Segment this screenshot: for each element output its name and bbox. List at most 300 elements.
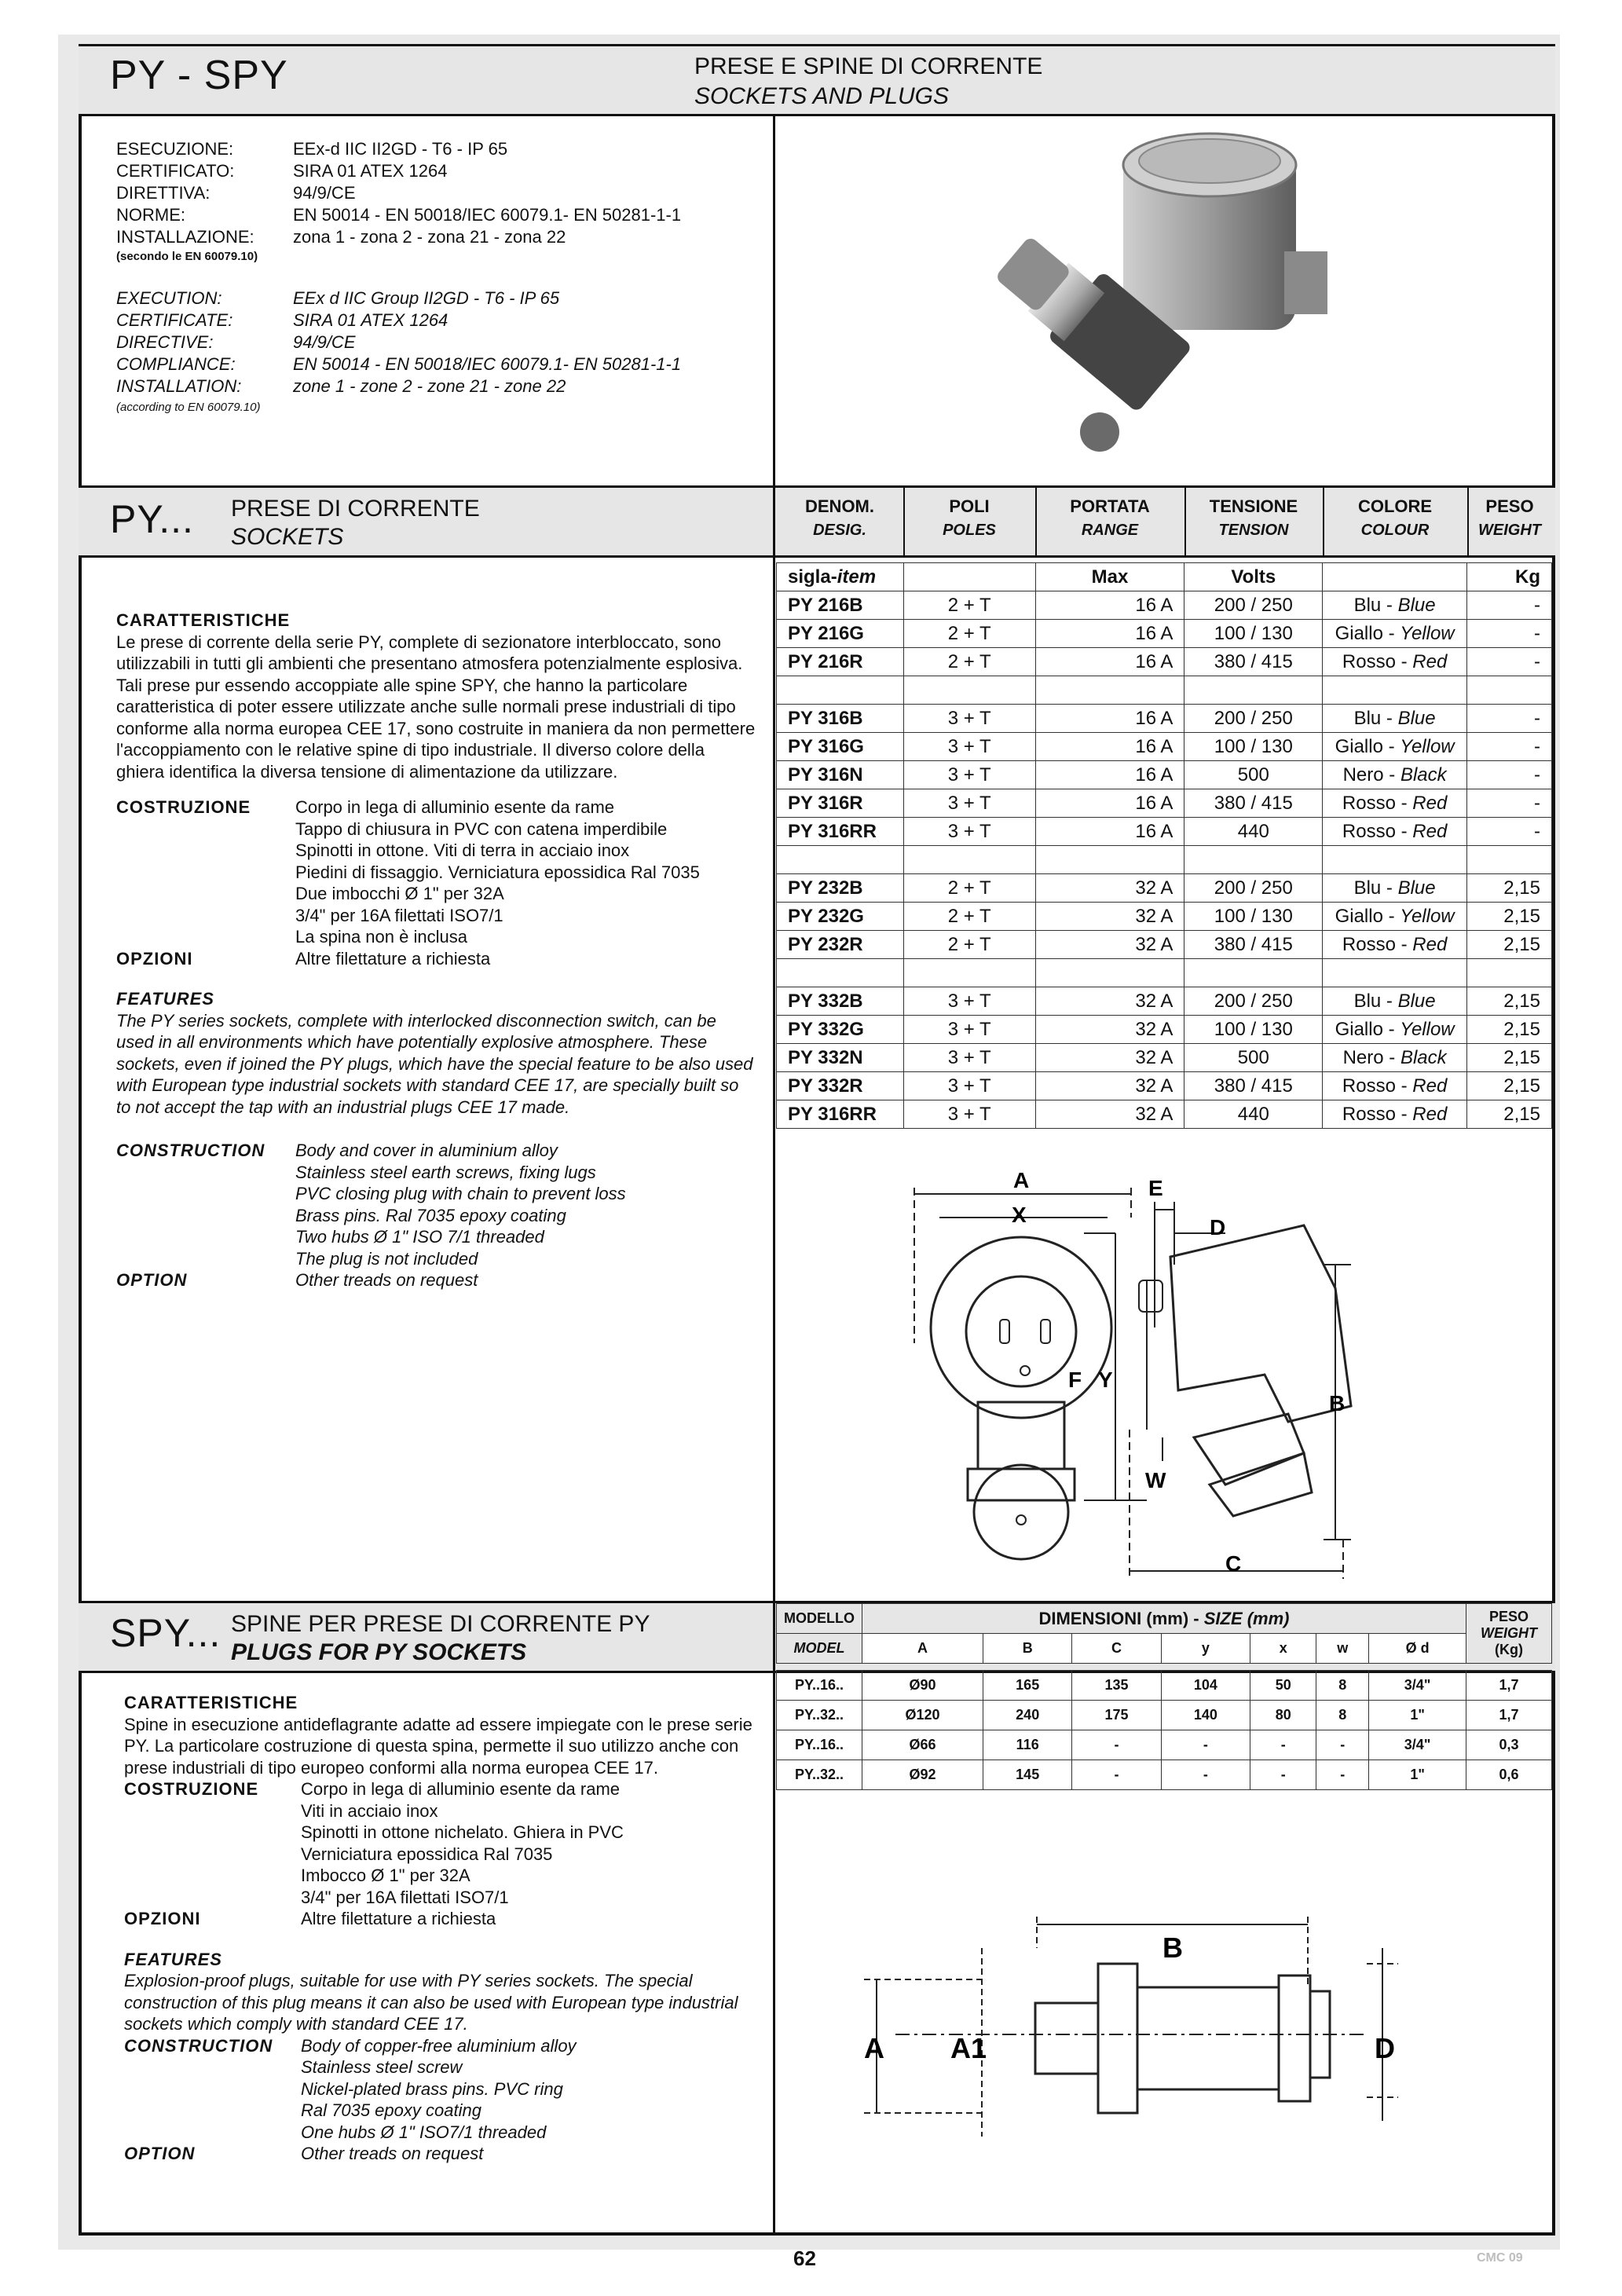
cell-poles: 3 + T (903, 1044, 1035, 1072)
list-line: Corpo in lega di alluminio esente da rame (295, 797, 615, 817)
header-title-en: SOCKETS AND PLUGS (694, 83, 949, 109)
py-divider (773, 485, 775, 1601)
list-line: La spina non è inclusa (295, 927, 467, 947)
drawing1-label-a: A (1013, 1170, 1030, 1192)
cell-item: PY 232R (777, 931, 904, 959)
cell-item: PY 216G (777, 620, 904, 648)
table1-header-en: WEIGHT (1478, 522, 1541, 539)
sub-item-it: sigla- (788, 566, 837, 588)
cell-range: 16 A (1035, 705, 1184, 733)
spy-text (124, 1692, 760, 2165)
cell-weight: - (1467, 818, 1552, 846)
features-heading: FEATURES (116, 989, 214, 1009)
cell-weight: - (1467, 591, 1552, 620)
cell-weight: 2,15 (1467, 1044, 1552, 1072)
table1-header-en: RANGE (1081, 522, 1139, 539)
spy-option-text: Other treads on request (301, 2144, 484, 2163)
spy-costruzione-heading: COSTRUZIONE (124, 1779, 259, 1799)
cell-poles: 2 + T (903, 648, 1035, 676)
spy-code: SPY... (110, 1611, 222, 1655)
table1-header-it: PESO (1485, 496, 1534, 516)
table2-gap-row (777, 1664, 1552, 1671)
cell-colour (1323, 874, 1467, 903)
spacer-cell (1035, 846, 1184, 874)
spec-row (116, 160, 760, 182)
gap-cell (777, 1664, 1552, 1671)
cell-weight: 2,15 (1467, 903, 1552, 931)
spec-value: zone 1 - zone 2 - zone 21 - zone 22 (293, 376, 566, 396)
cell-range: 16 A (1035, 789, 1184, 818)
cell-weight: 2,15 (1467, 1072, 1552, 1100)
spec-value: EN 50014 - EN 50018/IEC 60079.1- EN 50281-1-1 (293, 354, 682, 374)
table1-header-en: DESIG. (813, 522, 866, 539)
cell-poles: 2 + T (903, 931, 1035, 959)
table1-header-it: COLORE (1357, 496, 1433, 516)
drawing1-label-d: D (1210, 1215, 1226, 1240)
list-line: Ral 7035 epoxy coating (301, 2100, 481, 2120)
table2-col-row (777, 1634, 1552, 1664)
cell-item: PY 316B (777, 705, 904, 733)
cell-volts: 380 / 415 (1184, 1072, 1323, 1100)
table-row (777, 1072, 1552, 1100)
drawing2-label-d: D (1375, 2032, 1395, 2064)
cell-colour (1323, 931, 1467, 959)
spec-key: ESECUZIONE: (116, 139, 234, 159)
cell-range: 32 A (1035, 903, 1184, 931)
peso-en: WEIGHT (1481, 1625, 1537, 1641)
list-line: Stainless steel screw (301, 2057, 463, 2077)
cell-volts: 380 / 415 (1184, 931, 1323, 959)
colour-en: Red (1412, 792, 1448, 814)
colour-it: Blu - (1353, 877, 1398, 899)
cell-dim: 145 (983, 1760, 1072, 1790)
cell-dim: 1" (1369, 1701, 1466, 1730)
drawing1-label-w: W (1145, 1468, 1166, 1492)
spec-row (116, 331, 760, 353)
table-row (777, 733, 1552, 761)
cell-colour (1323, 733, 1467, 761)
cell-volts: 440 (1184, 1100, 1323, 1129)
table1-header (1323, 495, 1467, 542)
colour-it: Rosso - (1342, 820, 1413, 842)
cell-volts: 380 / 415 (1184, 789, 1323, 818)
cell-dim: - (1072, 1760, 1161, 1790)
cell-volts: 200 / 250 (1184, 705, 1323, 733)
list-line: 3/4" per 16A filettati ISO7/1 (295, 905, 503, 925)
list-line: Corpo in lega di alluminio esente da rame (301, 1779, 621, 1799)
table1-header-divider (1035, 488, 1037, 555)
spec-key: DIRECTIVE: (116, 332, 214, 352)
cell-item: PY 332N (777, 1044, 904, 1072)
dimensions-header (862, 1604, 1466, 1634)
spec-key: DIRETTIVA: (116, 183, 211, 203)
caratteristiche-text: Le prese di corrente della serie PY, complete di sezionatore interbloccato, sono utilizzabili in tutti gli ambienti che presentano atmosfera potenzialmente esplosiva. Tali prese pur essendo accoppiate alle spine SPY, che hanno la particolare caratteristica di poter essere utilizzate anche sulle normali prese industriali di tipo conforme alla norma europea CEE 17, sono costruite in maniera da non permettere l'accoppiamento con le relative spine di tipo industriale. Il diverso colore della ghiera identifica la diversa tensione di alimentazione da utilizzare. (116, 632, 756, 782)
col-header: B (983, 1634, 1072, 1664)
table1-header-divider (1184, 488, 1186, 555)
colour-en: Blue (1397, 594, 1436, 616)
cell-dim: - (1250, 1760, 1316, 1790)
spec-key: COMPLIANCE: (116, 354, 236, 374)
spy-title (231, 1610, 650, 1667)
cell-volts: 440 (1184, 818, 1323, 846)
spy-divider (773, 1601, 775, 2236)
cell-volts: 100 / 130 (1184, 620, 1323, 648)
spy-caratteristiche-heading: CARATTERISTICHE (124, 1693, 298, 1712)
colour-it: Rosso - (1342, 792, 1413, 814)
socket-dimension-drawing (895, 1170, 1398, 1587)
col-header: A (862, 1634, 983, 1664)
colour-en: Red (1412, 820, 1448, 842)
cell-colour (1323, 903, 1467, 931)
cell-dim: Ø92 (862, 1760, 983, 1790)
cell-range: 32 A (1035, 874, 1184, 903)
table1-header-divider (1323, 488, 1324, 555)
colour-en: Yellow (1400, 735, 1455, 757)
option-text: Other treads on request (295, 1270, 478, 1290)
list-line: One hubs Ø 1" ISO7/1 threaded (301, 2122, 547, 2142)
cell-dim: Ø66 (862, 1730, 983, 1760)
table-spacer-row (777, 846, 1552, 874)
footer-code: CMC 09 (1477, 2251, 1523, 2265)
py-code: PY... (110, 497, 194, 541)
table1-subheader-row (777, 563, 1552, 591)
cell-poles: 3 + T (903, 987, 1035, 1016)
cell-volts: 500 (1184, 761, 1323, 789)
spy-construction-list (301, 2035, 577, 2144)
cell-colour (1323, 1072, 1467, 1100)
spy-features-heading: FEATURES (124, 1949, 222, 1969)
cell-weight: 0,3 (1466, 1730, 1552, 1760)
table-row (777, 705, 1552, 733)
cell-poles: 3 + T (903, 733, 1035, 761)
cell-volts: 200 / 250 (1184, 874, 1323, 903)
construction-list (295, 1140, 626, 1269)
cell-weight: - (1467, 789, 1552, 818)
colour-en: Black (1400, 764, 1447, 785)
table1-header (903, 495, 1035, 542)
table-row (777, 1701, 1552, 1730)
table1-header-divider (903, 488, 905, 555)
col-header: C (1072, 1634, 1161, 1664)
spacer-cell (1467, 959, 1552, 987)
cell-item: PY 316R (777, 789, 904, 818)
spy-construction-heading: CONSTRUCTION (124, 2035, 273, 2056)
list-line: PVC closing plug with chain to prevent loss (295, 1184, 626, 1203)
table-row (777, 1044, 1552, 1072)
cell-colour (1323, 648, 1467, 676)
spy-features-text: Explosion-proof plugs, suitable for use with PY series sockets. The special construction of this plug means it can also be used with European type industrial sockets which comply with standard CEE 17. (124, 1971, 738, 2034)
header-title (694, 52, 1042, 112)
spy-opzioni-heading: OPZIONI (124, 1909, 201, 1928)
cell-dim: - (1316, 1730, 1369, 1760)
table-row (777, 818, 1552, 846)
py-title (231, 495, 480, 551)
spacer-cell (1323, 846, 1467, 874)
list-line: Due imbocchi Ø 1" per 32A (295, 884, 504, 903)
cell-weight: 0,6 (1466, 1760, 1552, 1790)
spec-value: zona 1 - zona 2 - zona 21 - zona 22 (293, 227, 566, 247)
spec-value: SIRA 01 ATEX 1264 (293, 161, 448, 181)
sockets-table (776, 562, 1552, 1129)
specs-it (116, 138, 760, 248)
table-row (777, 1016, 1552, 1044)
cell-item: PY 332B (777, 987, 904, 1016)
spec-value: 94/9/CE (293, 332, 356, 352)
cell-colour (1323, 1100, 1467, 1129)
table-row (777, 1730, 1552, 1760)
cell-item: PY 316RR (777, 818, 904, 846)
col-header: w (1316, 1634, 1369, 1664)
spec-key: INSTALLAZIONE: (116, 227, 254, 247)
cell-weight: 2,15 (1467, 987, 1552, 1016)
cell-dim: Ø90 (862, 1671, 983, 1701)
spacer-cell (777, 676, 904, 705)
list-line: Spinotti in ottone. Viti di terra in acciaio inox (295, 840, 630, 860)
spacer-cell (903, 959, 1035, 987)
cell-dim: 80 (1250, 1701, 1316, 1730)
spacer-cell (1323, 959, 1467, 987)
list-line: Body of copper-free aluminium alloy (301, 2035, 577, 2056)
cell-model: PY..32.. (777, 1760, 862, 1790)
table-row (777, 1760, 1552, 1790)
cell-item: PY 316RR (777, 1100, 904, 1129)
cell-dim: 165 (983, 1671, 1072, 1701)
spec-key: CERTIFICATO: (116, 161, 235, 181)
cell-weight: - (1467, 705, 1552, 733)
spec-key: INSTALLATION: (116, 376, 242, 396)
spacer-cell (1467, 846, 1552, 874)
colour-it: Rosso - (1342, 1075, 1413, 1097)
header-divider (773, 116, 775, 485)
cell-range: 32 A (1035, 987, 1184, 1016)
table1-header (776, 495, 903, 542)
table-row (777, 931, 1552, 959)
colour-en: Blue (1397, 707, 1436, 729)
cell-weight: - (1467, 648, 1552, 676)
cell-dim: 116 (983, 1730, 1072, 1760)
table-row (777, 1100, 1552, 1129)
list-line: Spinotti in ottone nichelato. Ghiera in PVC (301, 1822, 624, 1842)
cell-dim: 8 (1316, 1671, 1369, 1701)
colour-en: Red (1412, 933, 1448, 955)
colour-it: Blu - (1353, 990, 1398, 1012)
spy-title-it: SPINE PER PRESE DI CORRENTE PY (231, 1611, 650, 1637)
plug-dimension-drawing (864, 1901, 1414, 2137)
cell-colour (1323, 591, 1467, 620)
cell-dim: 135 (1072, 1671, 1161, 1701)
cell-item: PY 316N (777, 761, 904, 789)
cell-poles: 2 + T (903, 903, 1035, 931)
cell-dim: 240 (983, 1701, 1072, 1730)
drawing1-label-f: F (1068, 1368, 1082, 1392)
colour-it: Blu - (1353, 707, 1398, 729)
plugs-table (776, 1603, 1552, 1790)
colour-en: Red (1412, 1075, 1448, 1097)
cell-poles: 3 + T (903, 761, 1035, 789)
cell-poles: 3 + T (903, 1072, 1035, 1100)
cell-weight: - (1467, 761, 1552, 789)
option-heading: OPTION (116, 1270, 188, 1290)
caratteristiche-heading: CARATTERISTICHE (116, 610, 291, 630)
table1-header-en: POLES (943, 522, 996, 539)
cell-item: PY 332G (777, 1016, 904, 1044)
spacer-cell (903, 846, 1035, 874)
table-row (777, 1671, 1552, 1701)
spy-title-en: PLUGS FOR PY SOCKETS (231, 1639, 527, 1665)
table-spacer-row (777, 676, 1552, 705)
cell-range: 32 A (1035, 931, 1184, 959)
table-row (777, 591, 1552, 620)
list-line: Piedini di fissaggio. Verniciatura epossidica Ral 7035 (295, 862, 700, 882)
spec-value: 94/9/CE (293, 183, 356, 203)
cell-dim: - (1250, 1730, 1316, 1760)
cell-dim: 104 (1161, 1671, 1250, 1701)
spec-key: NORME: (116, 205, 185, 225)
table2-header-row (777, 1604, 1552, 1634)
table-spacer-row (777, 959, 1552, 987)
table-row (777, 874, 1552, 903)
colour-it: Rosso - (1342, 933, 1413, 955)
table1-sub-blank (1323, 563, 1467, 591)
cell-colour (1323, 620, 1467, 648)
spacer-cell (777, 846, 904, 874)
drawing2-label-b: B (1162, 1932, 1183, 1964)
drawing1-label-y: Y (1098, 1368, 1113, 1392)
cell-range: 16 A (1035, 620, 1184, 648)
peso-header (1466, 1604, 1552, 1664)
cell-dim: - (1072, 1730, 1161, 1760)
spacer-cell (1035, 676, 1184, 705)
page-code: PY - SPY (110, 53, 288, 98)
spec-value: EN 50014 - EN 50018/IEC 60079.1- EN 50281-1-1 (293, 205, 682, 225)
cell-item: PY 216B (777, 591, 904, 620)
cell-range: 16 A (1035, 761, 1184, 789)
table1-sub-kg: Kg (1467, 563, 1552, 591)
modello-header: MODELLO (777, 1604, 862, 1634)
cell-dim: 140 (1161, 1701, 1250, 1730)
colour-it: Nero - (1342, 1046, 1400, 1068)
header-title-it: PRESE E SPINE DI CORRENTE (694, 53, 1043, 79)
cell-dim: 175 (1072, 1701, 1161, 1730)
opzioni-text: Altre filettature a richiesta (295, 948, 491, 969)
features-text: The PY series sockets, complete with interlocked disconnection switch, can be used in all environments which have potentially explosive atmosphere. These sockets, even if joined the PY plugs, which have the special feature to be also used with European type industrial sockets with standard CEE 17, are specially built so to not accept the tap with an industrial plugs CEE 17 made. (116, 1010, 753, 1117)
cell-dim: Ø120 (862, 1701, 983, 1730)
spacer-cell (777, 959, 904, 987)
table-row (777, 761, 1552, 789)
spy-costruzione-list (301, 1778, 624, 1908)
cell-dim: - (1161, 1760, 1250, 1790)
col-header: Ø d (1369, 1634, 1466, 1664)
cell-weight: 1,7 (1466, 1701, 1552, 1730)
cell-range: 32 A (1035, 1100, 1184, 1129)
opzioni-heading: OPZIONI (116, 948, 193, 969)
cell-range: 32 A (1035, 1044, 1184, 1072)
cell-volts: 100 / 130 (1184, 903, 1323, 931)
cell-dim: 3/4" (1369, 1671, 1466, 1701)
table1-header-it: PORTATA (1070, 496, 1150, 516)
spec-value: EEx d IIC Group II2GD - T6 - IP 65 (293, 288, 560, 308)
costruzione-list (295, 796, 700, 948)
specs-en-note: (according to EN 60079.10) (116, 401, 261, 414)
cell-range: 32 A (1035, 1016, 1184, 1044)
cell-poles: 3 + T (903, 789, 1035, 818)
cell-item: PY 216R (777, 648, 904, 676)
spec-row (116, 353, 760, 375)
spacer-cell (1184, 676, 1323, 705)
colour-en: Yellow (1400, 1018, 1455, 1040)
cell-poles: 3 + T (903, 818, 1035, 846)
cell-dim: 8 (1316, 1701, 1369, 1730)
cell-volts: 500 (1184, 1044, 1323, 1072)
table1-sub-item (777, 563, 904, 591)
spec-value: EEx-d IIC II2GD - T6 - IP 65 (293, 139, 508, 159)
spacer-cell (1184, 959, 1323, 987)
cell-weight: 2,15 (1467, 1016, 1552, 1044)
page-number: 62 (793, 2247, 816, 2270)
spec-key: CERTIFICATE: (116, 310, 233, 330)
table-row (777, 789, 1552, 818)
costruzione-heading: COSTRUZIONE (116, 797, 251, 817)
spec-row (116, 309, 760, 331)
colour-en: Yellow (1400, 622, 1455, 644)
cell-range: 16 A (1035, 648, 1184, 676)
table1-header (1467, 495, 1552, 542)
cell-range: 16 A (1035, 733, 1184, 761)
spec-row (116, 375, 760, 397)
table-row (777, 903, 1552, 931)
table1-sub-blank (903, 563, 1035, 591)
list-line: Stainless steel earth screws, fixing lugs (295, 1162, 596, 1182)
cell-dim: - (1316, 1760, 1369, 1790)
drawing1-label-b: B (1329, 1391, 1346, 1415)
peso-it: PESO (1488, 1609, 1529, 1624)
table1-header (1184, 495, 1323, 542)
peso-unit: (Kg) (1495, 1642, 1523, 1657)
colour-en: Black (1400, 1046, 1447, 1068)
spacer-cell (903, 676, 1035, 705)
cell-colour (1323, 1016, 1467, 1044)
construction-heading: CONSTRUCTION (116, 1141, 265, 1160)
table1-header-divider (1467, 488, 1469, 555)
cell-model: PY..16.. (777, 1730, 862, 1760)
cell-poles: 2 + T (903, 591, 1035, 620)
spec-row (116, 204, 760, 226)
spacer-cell (1035, 959, 1184, 987)
table1-header-it: POLI (949, 496, 990, 516)
cell-dim: 50 (1250, 1671, 1316, 1701)
list-line: The plug is not included (295, 1248, 478, 1269)
cell-poles: 2 + T (903, 874, 1035, 903)
spacer-cell (1184, 846, 1323, 874)
table1-header-en: TENSION (1218, 522, 1289, 539)
table1-header-it: DENOM. (805, 496, 874, 516)
py-title-it: PRESE DI CORRENTE (231, 496, 480, 522)
colour-en: Red (1412, 1103, 1448, 1125)
colour-it: Blu - (1353, 594, 1398, 616)
drawing2-label-a: A (864, 2032, 884, 2064)
cell-weight: 1,7 (1466, 1671, 1552, 1701)
cell-dim: - (1161, 1730, 1250, 1760)
cell-volts: 100 / 130 (1184, 733, 1323, 761)
spacer-cell (1323, 676, 1467, 705)
py-text (116, 610, 756, 1291)
table1-header-it: TENSIONE (1209, 496, 1298, 516)
table-row (777, 987, 1552, 1016)
cell-dim: 3/4" (1369, 1730, 1466, 1760)
colour-it: Nero - (1342, 764, 1400, 785)
py-title-en: SOCKETS (231, 524, 344, 550)
cell-volts: 380 / 415 (1184, 648, 1323, 676)
